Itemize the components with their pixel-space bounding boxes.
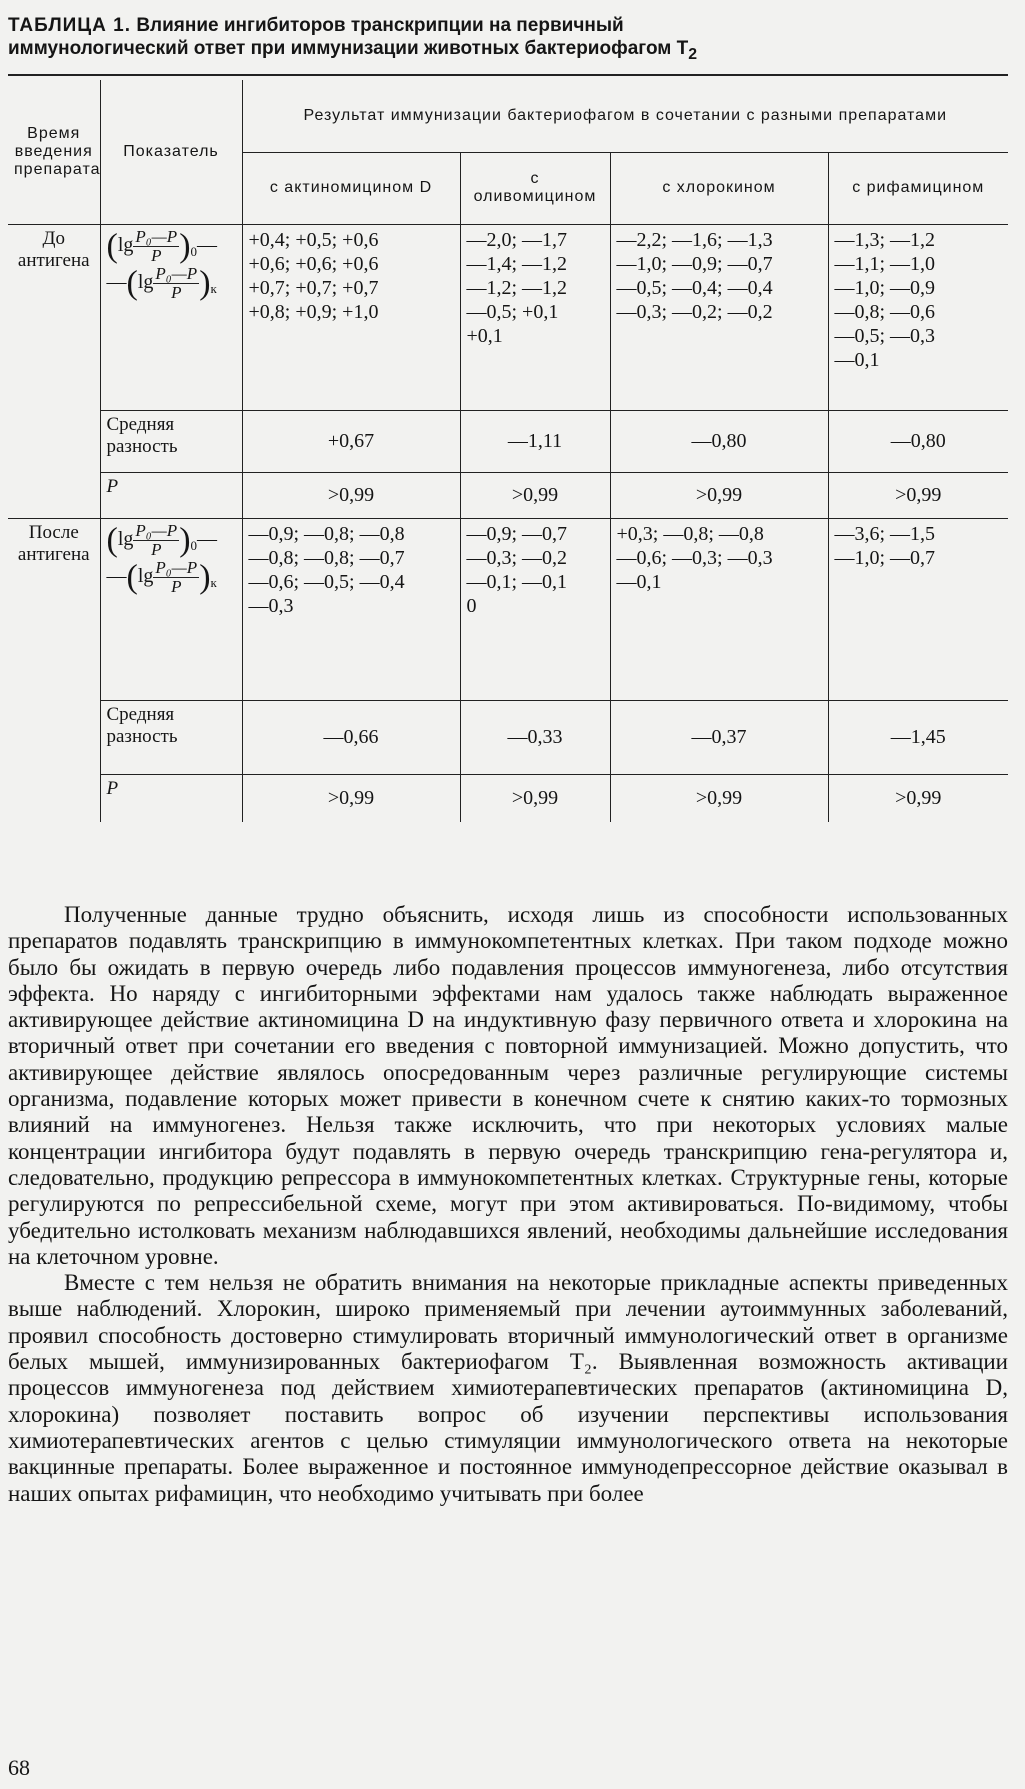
- results-table: [8, 80, 1008, 822]
- header-drug: с хлорокином: [610, 152, 828, 224]
- caption-line2: иммунологический ответ при иммунизации животных бактериофагом T: [8, 38, 689, 59]
- mean-value: —0,37: [610, 700, 828, 774]
- values-cell: +0,3; —0,8; —0,8 —0,6; —0,3; —0,3 —0,1: [610, 518, 828, 700]
- p-value: >0,99: [610, 472, 828, 518]
- header-group: Результат иммунизации бактериофагом в сочетании с разными препаратами: [242, 80, 1008, 152]
- formula-dash: —: [197, 233, 218, 256]
- frac-den: P: [151, 539, 162, 559]
- caption-label: ТАБЛИЦА 1.: [8, 15, 132, 36]
- p-value: >0,99: [828, 774, 1008, 822]
- formula-dash: —: [197, 527, 218, 550]
- formula-sub: 0: [190, 537, 198, 553]
- p-value: >0,99: [610, 774, 828, 822]
- p-value: >0,99: [460, 774, 610, 822]
- p-value: >0,99: [242, 774, 460, 822]
- formula-sub: 0: [190, 243, 198, 259]
- formula-sub: к: [210, 574, 217, 590]
- mean-value: —0,80: [828, 410, 1008, 472]
- frac-num: P₀—P: [155, 263, 198, 283]
- values-cell: —2,2; —1,6; —1,3 —1,0; —0,9; —0,7 —0,5; —0,4; —0,4 —0,3; —0,2; —0,2: [610, 224, 828, 410]
- caption-line1: Влияние ингибиторов транскрипции на первичный: [136, 15, 624, 36]
- values-cell: —0,9; —0,8; —0,8 —0,8; —0,8; —0,7 —0,6; —0,5; —0,4 —0,3: [242, 518, 460, 700]
- formula-sub: к: [210, 280, 217, 296]
- frac-den: P: [171, 282, 182, 302]
- header-drug: с оливомицином: [460, 152, 610, 224]
- values-cell: —1,3; —1,2 —1,1; —1,0 —1,0; —0,9 —0,8; —0,6 —0,5; —0,3 —0,1: [828, 224, 1008, 410]
- indicator-formula: (lg $\frac{\text{P₀—P}}{P}$ )$_0—$ —(lg $\frac{\text{P₀—P}}{P}$ )$_к$: [100, 224, 242, 410]
- time-cell: До антигена: [8, 224, 100, 518]
- p-value: >0,99: [828, 472, 1008, 518]
- frac-num: P₀—P: [135, 520, 178, 540]
- p-value: >0,99: [460, 472, 610, 518]
- header-drug: с актиномицином D: [242, 152, 460, 224]
- header-time: Время введения препарата: [8, 80, 100, 224]
- mean-value: +0,67: [242, 410, 460, 472]
- paragraph: Полученные данные трудно объяснить, исходя лишь из способности использованных препаратов подавлять транскрипцию в иммунокомпетентных клетках. При таком подходе можно было бы ожидать в первую очередь либо подавления процессов иммуногенеза, либо отсутствия эффекта. Но наряду с ингибиторными эффектами нам удалось также наблюдать выраженное активирующее действие актиномицина D на индуктивную фазу первичного ответа и хлорокина на вторичный ответ при сочетании его введения с повторной иммунизацией. Можно допустить, что активирующее действие являлось опосредованным через различные регулирующие системы организма, подавление которых может привести в конечном счете к снятию каких-то тормозных влияний на иммуногенез. Нельзя также исключить, что при некоторых условиях малые концентрации ингибитора будут подавлять в первую очередь транскрипцию гена-регулятора и, следовательно, продукцию репрессора в иммунокомпетентных клетках. Структурные гены, которые регулируются по репрессибельной схеме, могут при этом активироваться. По-видимому, чтобы убедительно истолковать механизм наблюдавшихся явлений, необходимы дальнейшие исследования на клеточном уровне.: [8, 902, 1008, 1269]
- mean-value: —0,80: [610, 410, 828, 472]
- body-text: [8, 902, 1008, 1507]
- indicator-formula: (lg $\frac{\text{P₀—P}}{P}$ )$_0—$ —(lg $\frac{\text{P₀—P}}{P}$ )$_к$: [100, 518, 242, 700]
- frac-den: P: [171, 576, 182, 596]
- mean-value: —1,45: [828, 700, 1008, 774]
- frac-num: P₀—P: [135, 226, 178, 246]
- values-cell: —3,6; —1,5 —1,0; —0,7: [828, 518, 1008, 700]
- p-value: >0,99: [242, 472, 460, 518]
- caption-subscript: 2: [688, 45, 698, 63]
- frac-den: P: [151, 245, 162, 265]
- mean-value: —1,11: [460, 410, 610, 472]
- page-number: 68: [8, 1755, 30, 1780]
- frac-num: P₀—P: [155, 557, 198, 577]
- mean-value: —0,66: [242, 700, 460, 774]
- paragraph: Вместе с тем нельзя не обратить внимания на некоторые прикладные аспекты приведенных выше наблюдений. Хлорокин, широко применяемый при лечении аутоиммунных заболеваний, проявил способность достоверно стимулировать вторичный иммунологический ответ в организме белых мышей, иммунизированных бактериофагом T₂. Выявленная возможность активации процессов иммуногенеза под действием химиотерапевтических препаратов (актиномицина D, хлорокина) позволяет поставить вопрос об изучении перспективы использования химиотерапевтических агентов с целью стимуляции иммунологического ответа на некоторые вакцинные препараты. Более выраженное и постоянное иммунодепрессорное действие оказывал в наших опытах рифамицин, что необходимо учитывать при более: [8, 1270, 1008, 1506]
- header-drug: с рифамицином: [828, 152, 1008, 224]
- mean-value: —0,33: [460, 700, 610, 774]
- time-cell: После антигена: [17, 521, 90, 565]
- header-indicator: Показатель: [100, 80, 242, 224]
- values-cell: —2,0; —1,7 —1,4; —1,2 —1,2; —1,2 —0,5; +0,1 +0,1: [460, 224, 610, 410]
- mean-label: Средняя разность: [100, 700, 242, 774]
- p-label: P: [100, 774, 242, 822]
- values-cell: +0,4; +0,5; +0,6 +0,6; +0,6; +0,6 +0,7; +0,7; +0,7 +0,8; +0,9; +1,0: [242, 224, 460, 410]
- mean-label: Средняя разность: [100, 410, 242, 472]
- table-caption: [8, 14, 1008, 66]
- values-cell: —0,9; —0,7 —0,3; —0,2 —0,1; —0,1 0: [460, 518, 610, 700]
- p-label: P: [100, 472, 242, 518]
- top-rule: [8, 74, 1008, 76]
